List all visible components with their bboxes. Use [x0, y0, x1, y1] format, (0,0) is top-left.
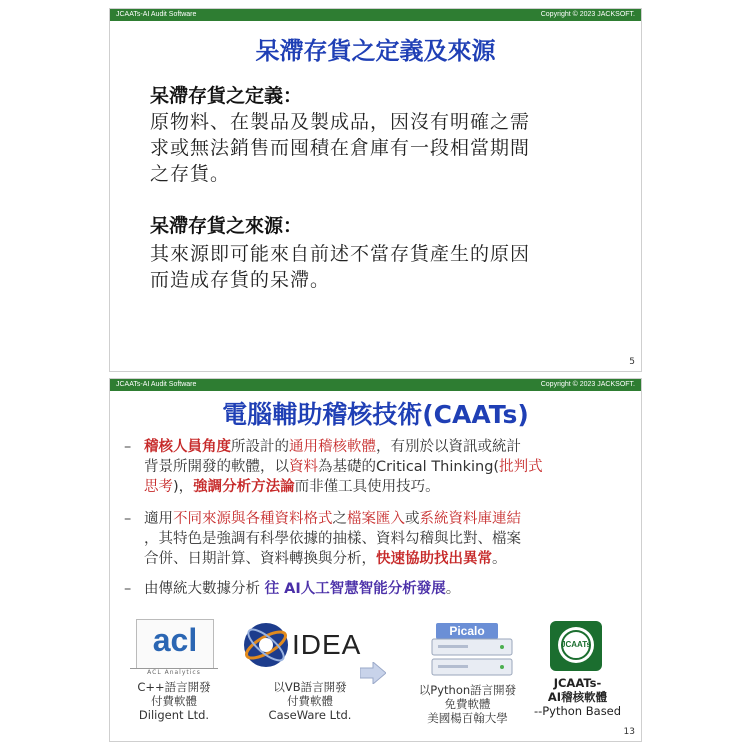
text-run: 。 — [492, 551, 507, 567]
jcaats-logo-text: JCAATs — [561, 640, 591, 649]
caption-line: JCAATs- — [553, 676, 602, 690]
caption-line: 以VB語言開發 — [273, 680, 347, 694]
source-line: 其來源即可能來自前述不當存貨產生的原因 — [150, 243, 531, 265]
jcaats-caption — [530, 676, 625, 718]
header-copyright: Copyright © 2023 JACKSOFT. — [540, 11, 635, 18]
text-run: ，有別於以資訊或統計 — [376, 439, 521, 455]
caption-line: CaseWare Ltd. — [268, 708, 352, 722]
emphasis-text: 檔案匯入 — [347, 511, 405, 527]
idea-caption — [250, 680, 370, 722]
picalo-caption — [410, 683, 525, 725]
emphasis-text: 強調分析方法論 — [193, 479, 295, 495]
header-brand: JCAATs-AI Audit Software — [116, 381, 197, 388]
text-run: 合併、日期計算、資料轉換與分析， — [144, 551, 376, 567]
definition-text — [150, 109, 605, 187]
idea-globe-icon — [240, 619, 292, 671]
picalo-logo — [428, 623, 520, 679]
caption-line: 付費軟體 — [151, 694, 197, 708]
idea-logo-text: IDEA — [292, 629, 362, 660]
source-line: 而造成存貨的呆滯。 — [150, 269, 331, 291]
caption-line: AI稽核軟體 — [547, 690, 608, 704]
acl-tagline: ACL Analytics — [130, 668, 218, 676]
text-run: 所設計的 — [231, 439, 289, 455]
source-heading: 呆滯存貨之來源： — [150, 215, 303, 237]
header-brand: JCAATs-AI Audit Software — [116, 11, 197, 18]
bullet-data-sources — [124, 509, 629, 569]
emphasis-text: 資料 — [289, 459, 318, 475]
bullet-auditor-perspective — [124, 437, 629, 497]
text-run: 背景所開發的軟體，以 — [144, 459, 289, 475]
right-arrow-icon — [360, 662, 386, 684]
jcaats-logo — [550, 621, 602, 671]
caption-line: Diligent Ltd. — [138, 708, 210, 722]
page-number: 13 — [623, 727, 635, 737]
server-icon — [428, 637, 520, 679]
bullet-text — [144, 437, 629, 497]
picalo-logo-text: Picalo — [436, 623, 498, 639]
page-number: 5 — [629, 357, 635, 367]
text-run: 或 — [405, 511, 420, 527]
idea-logo — [240, 619, 375, 671]
text-run: 之 — [332, 511, 347, 527]
emphasis-text: 快速協助找出異常 — [376, 551, 492, 567]
emphasis-text: 系統資料庫連結 — [419, 511, 521, 527]
definition-line: 求或無法銷售而囤積在倉庫有一段相當期間 — [150, 137, 531, 159]
header-copyright: Copyright © 2023 JACKSOFT. — [540, 381, 635, 388]
bullet-dash: – — [124, 581, 132, 597]
caption-line: 付費軟體 — [287, 694, 333, 708]
text-run: )， — [173, 479, 194, 495]
text-run: 由傳統大數據分析 — [144, 581, 265, 597]
emphasis-text: 稽核人員角度 — [144, 439, 231, 455]
bullet-text — [144, 579, 629, 599]
slide-inventory-definition — [109, 8, 642, 372]
text-run: 而非僅工具使用技巧。 — [294, 479, 440, 495]
text-run: 適用 — [144, 511, 173, 527]
slide-title: 呆滯存貨之定義及來源 — [255, 37, 496, 65]
caption-line: 以Python語言開發 — [418, 683, 517, 697]
acl-caption — [120, 680, 228, 722]
slide-caats — [109, 378, 642, 742]
definition-line: 之存貨。 — [150, 163, 231, 185]
text-run: 。 — [445, 581, 461, 597]
acl-logo-text: acl — [152, 622, 198, 658]
emphasis-text: 批判式 — [499, 459, 543, 475]
caption-line: 美國楊百翰大學 — [427, 711, 508, 725]
bullet-text — [144, 509, 629, 569]
caption-line: 免費軟體 — [444, 697, 491, 711]
caption-line: --Python Based — [533, 704, 622, 718]
bullet-ai-trend — [124, 579, 629, 599]
emphasis-text: 思考 — [144, 479, 173, 495]
emphasis-text: 往 AI人工智慧智能分析發展 — [264, 581, 446, 597]
definition-line: 原物料、在製品及製成品，因沒有明確之需 — [150, 111, 531, 133]
definition-heading: 呆滯存貨之定義： — [150, 85, 303, 107]
bullet-dash: – — [124, 511, 132, 527]
slide-header-bar — [110, 379, 641, 391]
source-text — [150, 241, 605, 293]
slide-header-bar — [110, 9, 641, 21]
bullet-dash: – — [124, 439, 132, 455]
emphasis-text: 不同來源與各種資料格式 — [173, 511, 333, 527]
text-run: 為基礎的Critical Thinking( — [318, 459, 500, 475]
emphasis-text: 通用稽核軟體 — [289, 439, 376, 455]
text-run: ，其特色是強調有科學依據的抽樣、資料勾稽與比對、檔案 — [144, 531, 521, 547]
slide-title: 電腦輔助稽核技術(CAATs) — [222, 400, 529, 429]
caption-line: C++語言開發 — [137, 680, 211, 694]
acl-logo — [136, 619, 214, 669]
